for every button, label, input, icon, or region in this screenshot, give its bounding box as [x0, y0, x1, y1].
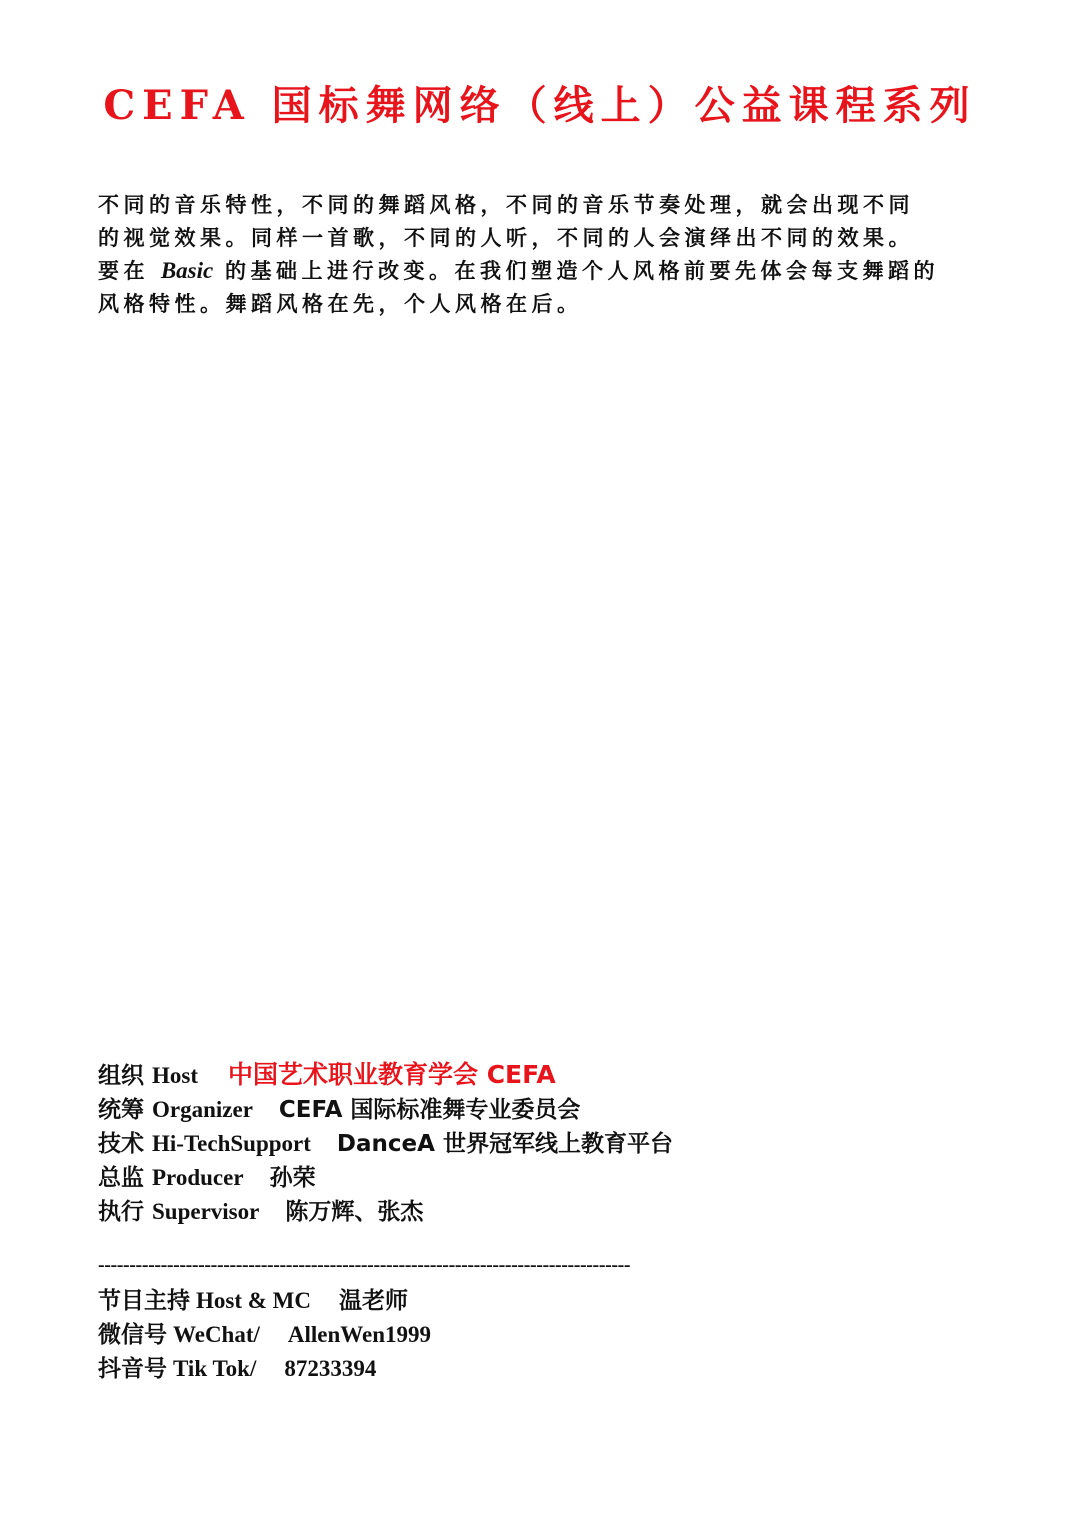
contact-wechat-cn-label: 微信号: [98, 1322, 167, 1348]
credit-host-value: 中国艺术职业教育学会 CEFA: [228, 1060, 556, 1089]
contact-wechat-en-label: WeChat/: [173, 1322, 260, 1347]
credit-supervisor-en-label: Supervisor: [152, 1199, 260, 1224]
credit-supervisor-value: 陈万辉、张杰: [285, 1199, 424, 1225]
contact-mc-cn-label: 节目主持: [98, 1288, 190, 1314]
credit-host-cn-label: 组织: [98, 1063, 144, 1089]
credit-supervisor-row: [98, 1195, 998, 1229]
credit-tech-cn-label: 技术: [98, 1131, 144, 1157]
intro-line-3-end: 的基础上进行改变。在我们塑造个人风格前要先体会每支舞蹈的: [213, 258, 940, 283]
credit-host-row: [98, 1058, 998, 1093]
contact-tiktok-en-label: Tik Tok/: [173, 1356, 257, 1381]
credit-tech-value: DanceA 世界冠军线上教育平台: [336, 1131, 673, 1157]
contact-wechat-row: [98, 1318, 998, 1352]
contact-tiktok-cn-label: 抖音号: [98, 1356, 167, 1382]
credit-producer-en-label: Producer: [152, 1165, 244, 1190]
credit-supervisor-cn-label: 执行: [98, 1199, 144, 1225]
contact-mc-value: 温老师: [338, 1288, 408, 1314]
credit-organizer-en-label: Organizer: [152, 1097, 253, 1122]
credit-producer-cn-label: 总监: [98, 1165, 144, 1191]
section-divider: -------------------------------------------------------------------------------------: [98, 1254, 631, 1276]
intro-line-3: [98, 254, 988, 287]
credit-producer-row: [98, 1161, 998, 1195]
credit-organizer-value: CEFA 国际标准舞专业委员会: [278, 1097, 581, 1123]
credits-block: [98, 1058, 998, 1229]
intro-line-1: 不同的音乐特性，不同的舞蹈风格，不同的音乐节奏处理，就会出现不同: [98, 192, 914, 217]
contact-mc-en-label: Host & MC: [196, 1288, 311, 1313]
intro-paragraph: [98, 188, 988, 320]
credit-organizer-row: [98, 1093, 998, 1127]
contact-tiktok-row: [98, 1352, 998, 1386]
intro-line-3-start: 要在: [98, 258, 161, 283]
intro-basic-term: Basic: [160, 258, 214, 283]
contact-tiktok-value: 87233394: [284, 1356, 377, 1381]
credit-organizer-cn-label: 统筹: [98, 1097, 144, 1123]
intro-line-4: 风格特性。舞蹈风格在先，个人风格在后。: [98, 291, 583, 316]
credit-tech-row: [98, 1127, 998, 1161]
intro-line-2: 的视觉效果。同样一首歌，不同的人听，不同的人会演绎出不同的效果。: [98, 225, 914, 250]
contact-mc-row: [98, 1284, 998, 1318]
page-title: CEFA 国标舞网络（线上）公益课程系列: [103, 82, 977, 129]
credit-producer-value: 孙荣: [269, 1165, 316, 1191]
contact-block: [98, 1284, 998, 1386]
contact-wechat-value: AllenWen1999: [287, 1322, 432, 1347]
credit-host-en-label: Host: [152, 1063, 198, 1088]
credit-tech-en-label: Hi-TechSupport: [152, 1131, 311, 1156]
